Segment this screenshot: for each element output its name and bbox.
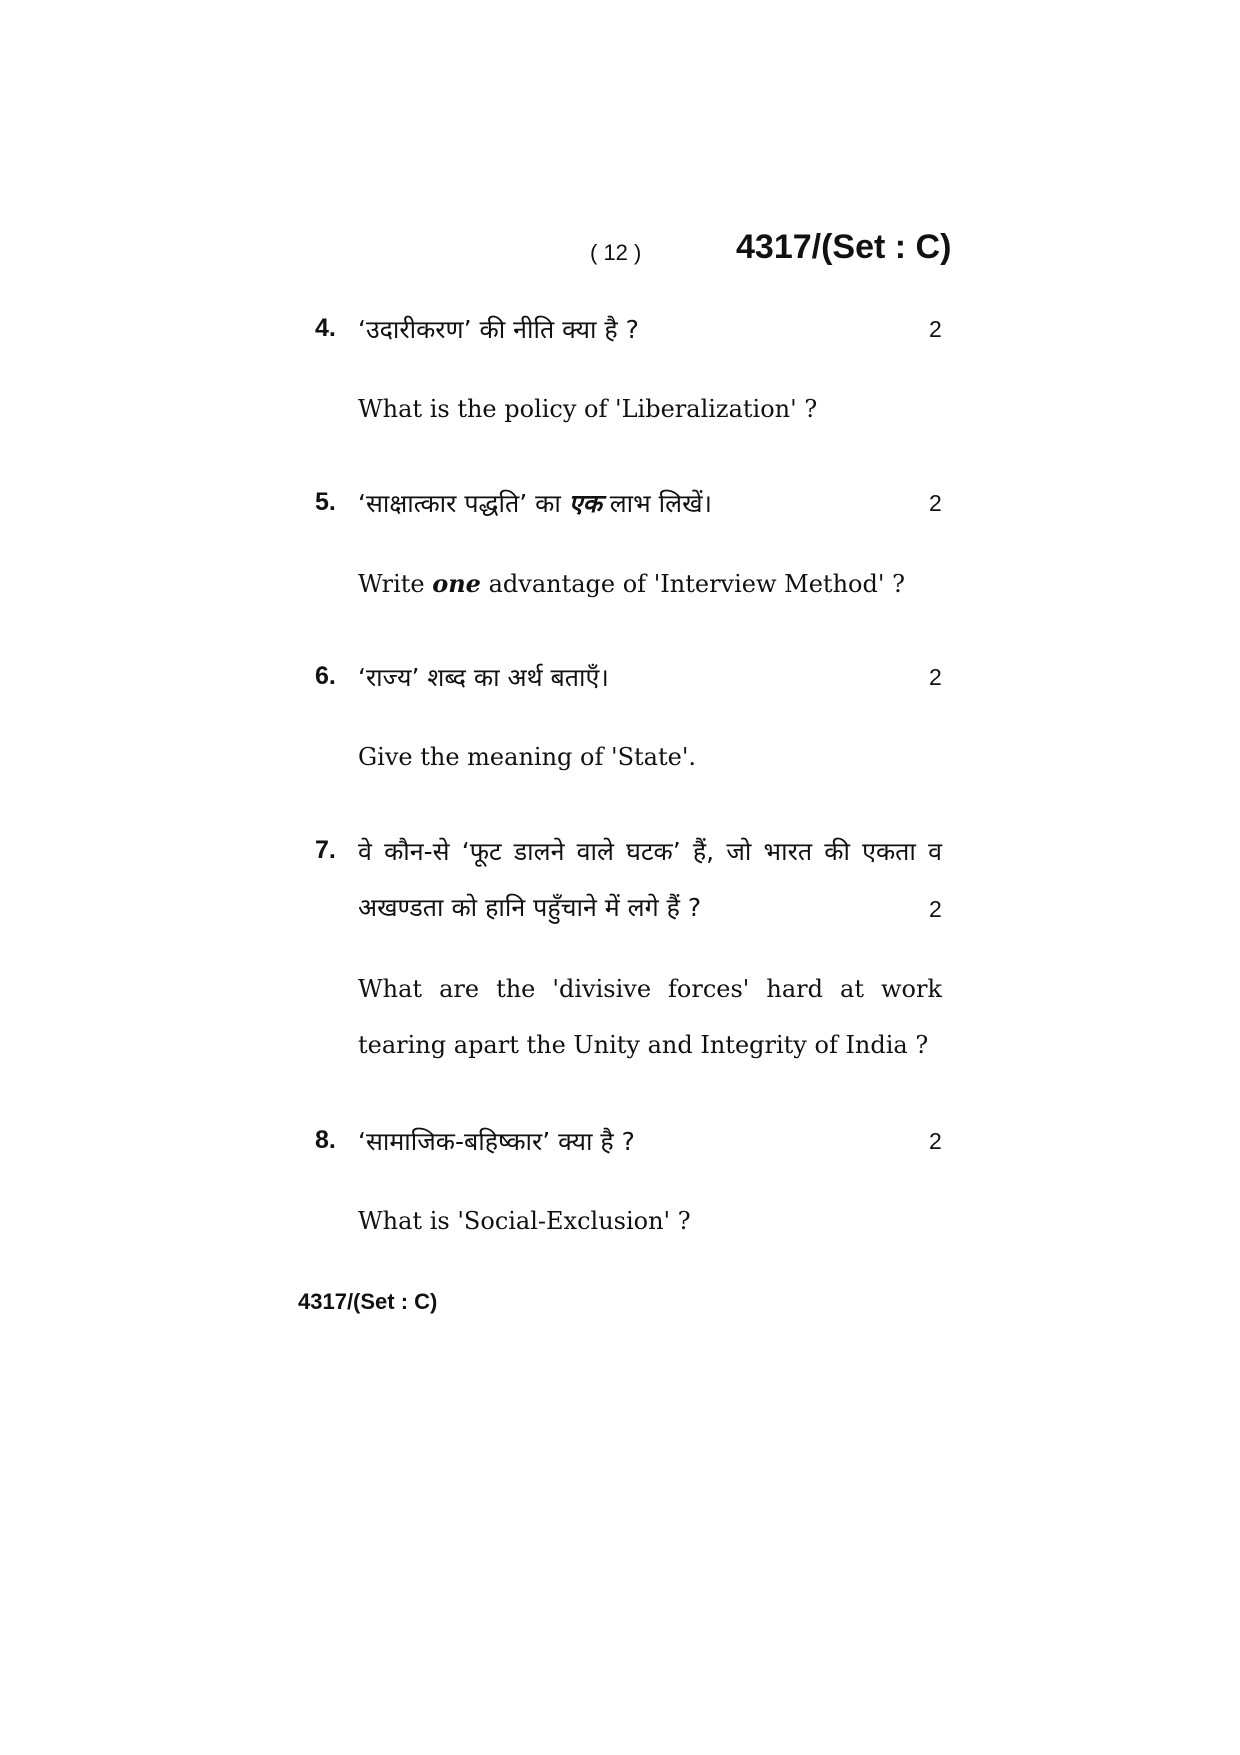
question-7-english-line-1: What are the 'divisive forces' hard at work [358, 975, 942, 1003]
question-8-number: 8. [315, 1126, 336, 1154]
page-number: ( 12 ) [590, 240, 642, 265]
question-5-english-after: advantage of 'Interview Method' ? [480, 570, 905, 598]
question-5-english-emphasis: one [432, 569, 481, 598]
question-7-english-line-2: tearing apart the Unity and Integrity of India ? [358, 1031, 929, 1059]
question-5-hindi-emphasis: एक [568, 489, 602, 518]
question-4-marks: 2 [929, 316, 942, 342]
question-4-number: 4. [315, 314, 336, 342]
question-6-number: 6. [315, 662, 336, 690]
question-6-hindi: ‘राज्य’ शब्द का अर्थ बताएँ। [358, 663, 609, 692]
question-6-marks: 2 [929, 664, 942, 690]
paper-code-footer: 4317/(Set : C) [298, 1289, 438, 1314]
question-5-hindi-after: लाभ लिखें। [601, 489, 713, 518]
question-5-hindi [358, 486, 712, 520]
question-5-english-before: Write [358, 570, 433, 598]
question-7-number: 7. [315, 836, 336, 864]
question-8-hindi: ‘सामाजिक-बहिष्कार’ क्या है ? [358, 1127, 635, 1156]
question-8-english: What is 'Social-Exclusion' ? [358, 1207, 691, 1235]
question-7-hindi-line-2: अखण्डता को हानि पहुँचाने में लगे हैं ? [358, 893, 702, 922]
question-5-marks: 2 [929, 490, 942, 516]
question-5-hindi-before: ‘साक्षात्कार पद्धति’ का [358, 489, 569, 518]
question-4-english: What is the policy of 'Liberalization' ? [358, 395, 818, 423]
paper-code-header: 4317/(Set : C) [736, 228, 952, 266]
question-5-number: 5. [315, 488, 336, 516]
question-7-marks: 2 [929, 896, 942, 922]
question-7-hindi-line-1: वे कौन-से ‘फूट डालने वाले घटक’ हैं, जो भारत की एकता व [358, 837, 942, 866]
question-5-english [358, 569, 905, 598]
question-4-hindi: ‘उदारीकरण’ की नीति क्या है ? [358, 315, 639, 344]
question-8-marks: 2 [929, 1128, 942, 1154]
question-6-english: Give the meaning of 'State'. [358, 743, 697, 771]
